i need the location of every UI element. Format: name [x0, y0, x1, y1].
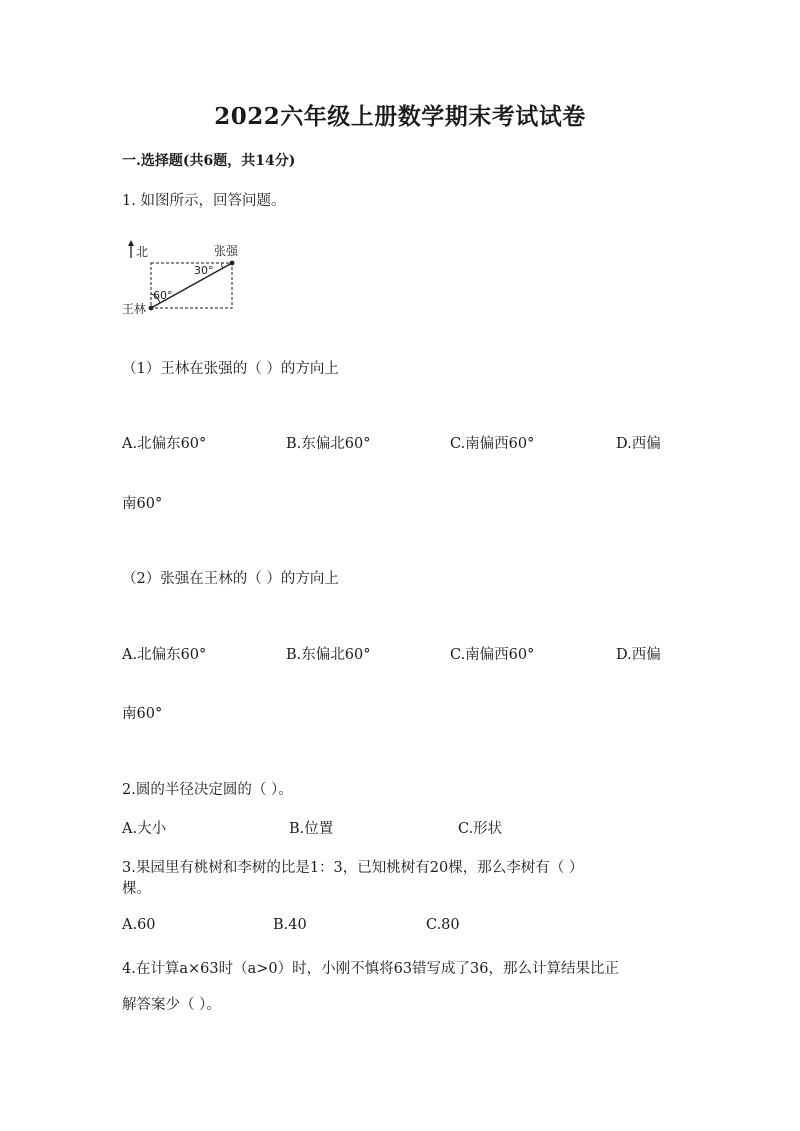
option-b[interactable]: B.位置: [289, 821, 334, 837]
angle-arc-top: [222, 263, 223, 268]
question-1-stem: 1. 如图所示，回答问题。: [122, 193, 286, 209]
option-d[interactable]: D.西偏: [616, 436, 661, 452]
option-a[interactable]: A.北偏东60°: [122, 436, 207, 452]
section-heading: 一.选择题(共6题，共14分): [122, 153, 296, 169]
direction-diagram: [120, 238, 250, 320]
question-3-stem-continued: 棵。: [122, 881, 151, 897]
north-arrow-icon: [128, 240, 134, 246]
wanglin-label: 王林: [122, 302, 147, 316]
subquestion-1-stem: （1）王林在张强的（ ）的方向上: [122, 361, 339, 377]
option-d-wrap: 南60°: [122, 496, 163, 512]
option-c[interactable]: C.形状: [458, 821, 503, 837]
option-c[interactable]: C.80: [426, 917, 460, 933]
question-2-stem: 2.圆的半径决定圆的（ ）。: [122, 782, 293, 798]
zhangqiang-point: [230, 261, 235, 266]
option-d-wrap: 南60°: [122, 706, 163, 722]
option-d[interactable]: D.西偏: [616, 647, 661, 663]
wanglin-point: [149, 306, 154, 311]
page-title: 2022六年级上册数学期末考试试卷: [214, 103, 586, 130]
angle-30-label: 30°: [194, 264, 214, 277]
angle-60-label: 60°: [153, 289, 173, 302]
question-4-stem: 4.在计算a×63时（a>0）时，小刚不慎将63错写成了36，那么计算结果比正: [122, 961, 619, 977]
option-c[interactable]: C.南偏西60°: [450, 647, 535, 663]
option-a[interactable]: A.北偏东60°: [122, 647, 207, 663]
question-3-stem: 3.果园里有桃树和李树的比是1：3，已知桃树有20棵，那么李树有（ ）: [122, 860, 584, 876]
option-b[interactable]: B.东偏北60°: [286, 436, 371, 452]
direction-figure: [120, 238, 250, 320]
option-c[interactable]: C.南偏西60°: [450, 436, 535, 452]
north-label: 北: [136, 245, 149, 259]
option-a[interactable]: A.60: [122, 917, 156, 933]
option-a[interactable]: A.大小: [122, 821, 167, 837]
zhangqiang-label: 张强: [214, 244, 239, 258]
option-b[interactable]: B.东偏北60°: [286, 647, 371, 663]
subquestion-2-stem: （2）张强在王林的（ ）的方向上: [122, 571, 339, 587]
option-b[interactable]: B.40: [273, 917, 307, 933]
question-4-stem-continued: 解答案少（ ）。: [122, 997, 221, 1013]
